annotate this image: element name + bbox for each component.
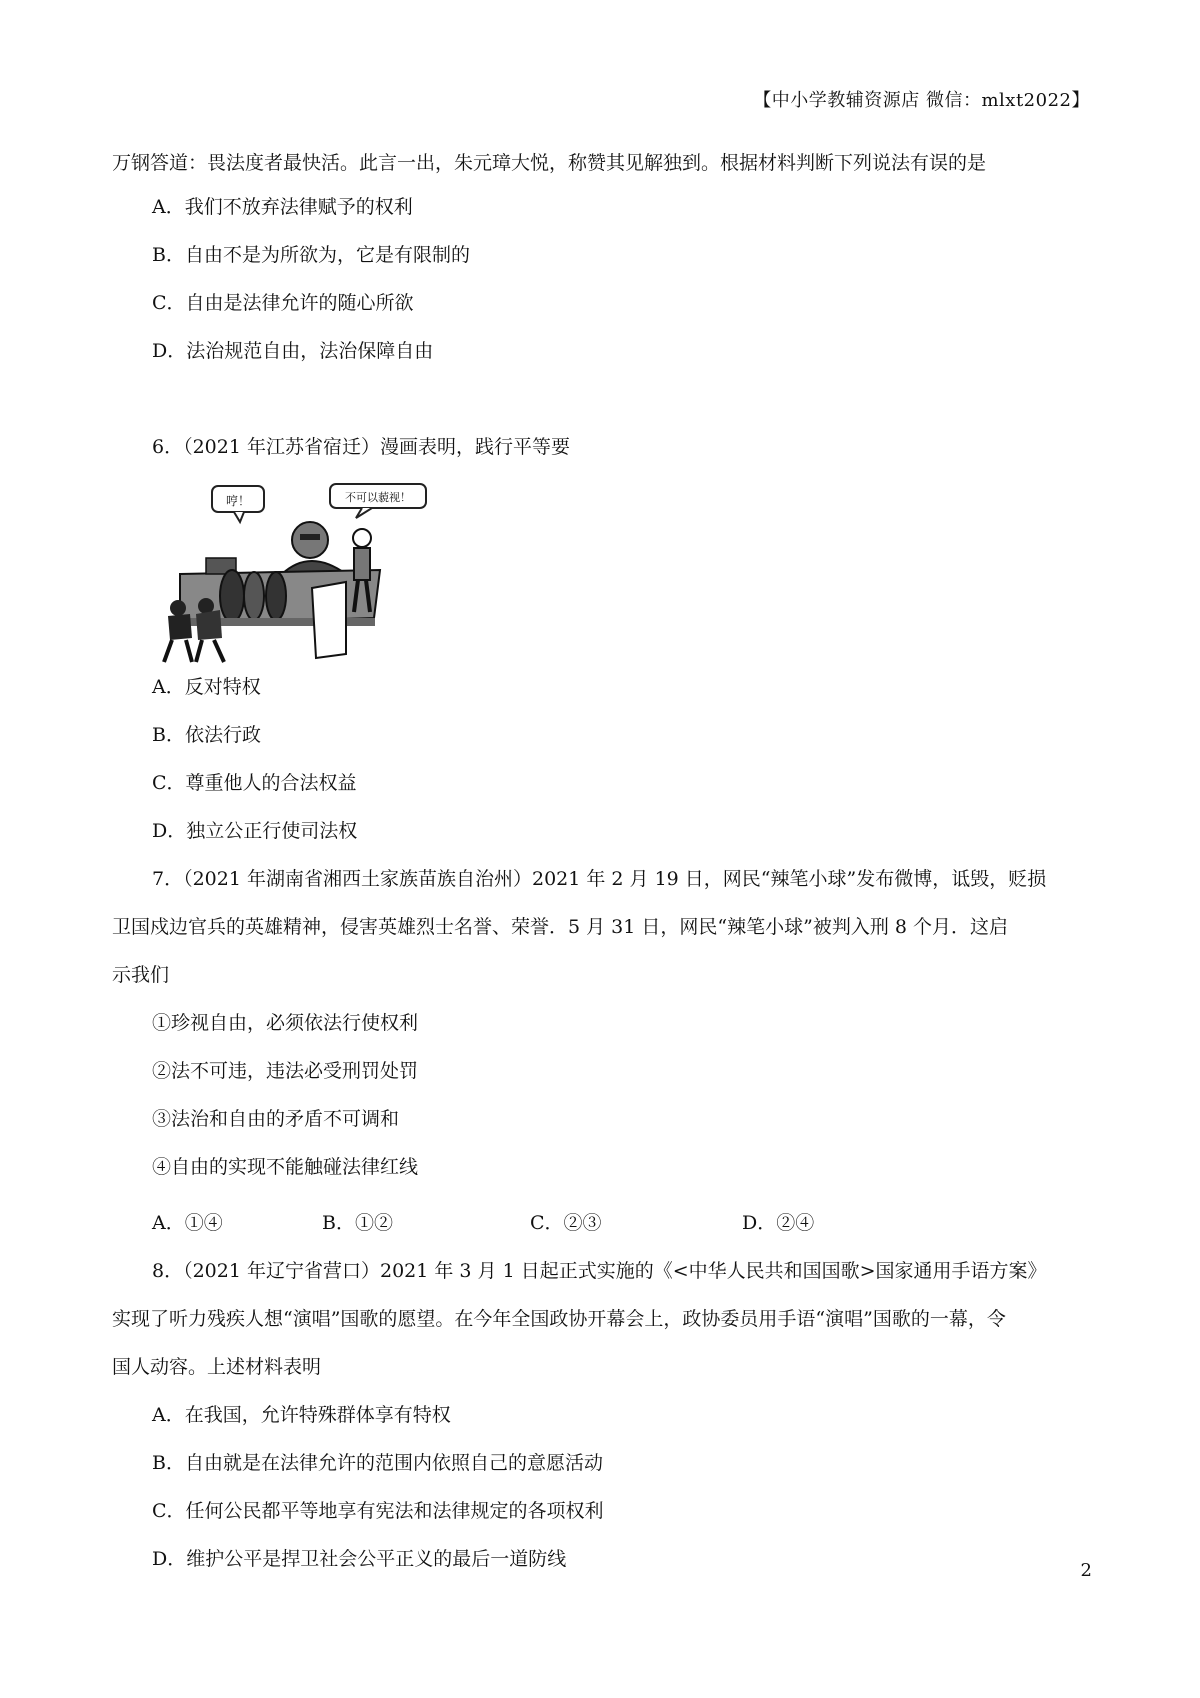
q6-cartoon-image bbox=[150, 478, 430, 664]
q8-stem-line-1: 8．（2021 年辽宁省营口）2021 年 3 月 1 日起正式实施的《<中华人民共和国国歌>国家通用手语方案》 bbox=[152, 1260, 1047, 1282]
q7-item-2: ②法不可违，违法必受刑罚处罚 bbox=[152, 1060, 419, 1082]
q6-stem: 6．（2021 年江苏省宿迁）漫画表明，践行平等要 bbox=[152, 436, 570, 458]
speech-bubble-left bbox=[212, 486, 264, 522]
speech-bubble-right bbox=[330, 484, 426, 518]
page-header: 【中小学教辅资源店 微信：mlxt2022】 bbox=[753, 90, 1090, 111]
q7-item-3: ③法治和自由的矛盾不可调和 bbox=[152, 1108, 400, 1130]
q7-option-a: A．①④ bbox=[152, 1212, 223, 1234]
q7-option-c: C．②③ bbox=[530, 1212, 602, 1234]
q8-option-c: C．任何公民都平等地享有宪法和法律规定的各项权利 bbox=[152, 1500, 604, 1522]
q5-option-d: D．法治规范自由，法治保障自由 bbox=[152, 340, 434, 362]
q7-stem-line-2: 卫国戍边官兵的英雄精神，侵害英雄烈士名誉、荣誉．5 月 31 日，网民“辣笔小球”被判入刑 8 个月．这启 bbox=[112, 916, 1008, 938]
q8-stem-line-2: 实现了听力残疾人想“演唱”国歌的愿望。在今年全国政协开幕会上，政协委员用手语“演唱”国歌的一幕，令 bbox=[112, 1308, 1006, 1330]
q7-item-4: ④自由的实现不能触碰法律红线 bbox=[152, 1156, 419, 1178]
q7-stem-line-3: 示我们 bbox=[112, 964, 170, 986]
q6-option-a: A．反对特权 bbox=[152, 676, 261, 698]
q8-option-d: D．维护公平是捍卫社会公平正义的最后一道防线 bbox=[152, 1548, 567, 1570]
q7-option-b: B．①② bbox=[322, 1212, 393, 1234]
q7-stem-line-1: 7．（2021 年湖南省湘西土家族苗族自治州）2021 年 2 月 19 日，网民“辣笔小球”发布微博，诋毁，贬损 bbox=[152, 868, 1047, 890]
q8-stem-line-3: 国人动容。上述材料表明 bbox=[112, 1356, 322, 1378]
q6-option-b: B．依法行政 bbox=[152, 724, 261, 746]
q8-option-b: B．自由就是在法律允许的范围内依照自己的意愿活动 bbox=[152, 1452, 603, 1474]
page-number: 2 bbox=[1080, 1560, 1092, 1581]
q7-option-d: D．②④ bbox=[742, 1212, 815, 1234]
paper-sign bbox=[312, 582, 346, 658]
svg-text:不可以藐视！: 不可以藐视！ bbox=[345, 491, 411, 504]
q5-continuation: 万钢答道：畏法度者最快活。此言一出，朱元璋大悦，称赞其见解独到。根据材料判断下列说法有误的是 bbox=[112, 152, 987, 174]
q5-option-c: C．自由是法律允许的随心所欲 bbox=[152, 292, 414, 314]
svg-text:哼！: 哼！ bbox=[225, 494, 251, 508]
q7-item-1: ①珍视自由，必须依法行使权利 bbox=[152, 1012, 419, 1034]
q6-option-d: D．独立公正行使司法权 bbox=[152, 820, 358, 842]
official-figure bbox=[282, 522, 346, 574]
q5-option-a: A．我们不放弃法律赋予的权利 bbox=[152, 196, 413, 218]
q6-option-c: C．尊重他人的合法权益 bbox=[152, 772, 357, 794]
q5-option-b: B．自由不是为所欲为，它是有限制的 bbox=[152, 244, 470, 266]
q8-option-a: A．在我国，允许特殊群体享有特权 bbox=[152, 1404, 451, 1426]
